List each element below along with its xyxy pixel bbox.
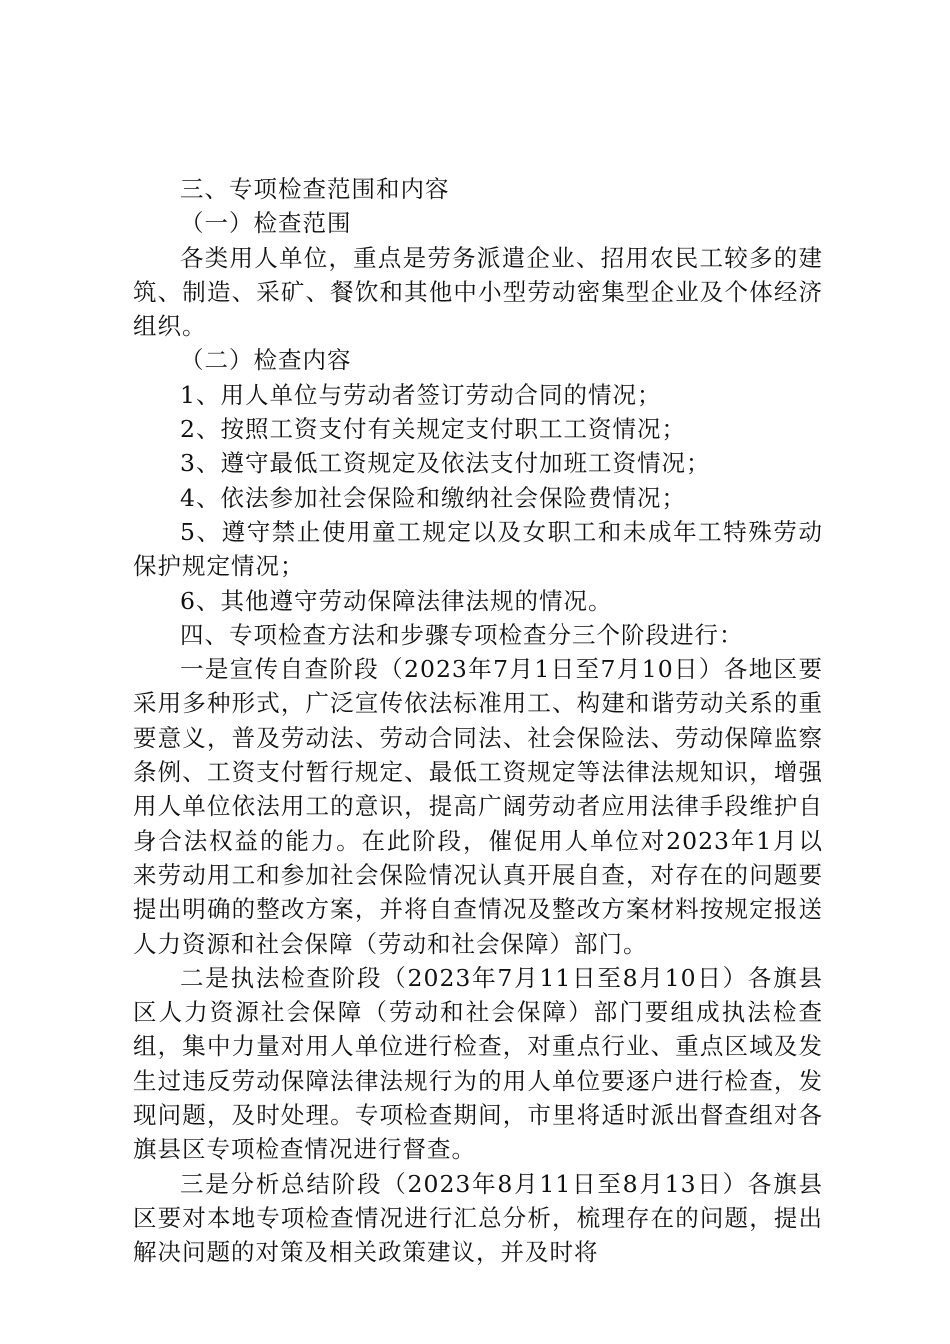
list-item: 5、遵守禁止使用童工规定以及女职工和未成年工特殊劳动保护规定情况；	[133, 517, 823, 581]
subsection-1-heading: （一）检查范围	[180, 209, 352, 238]
list-item: 2、按照工资支付有关规定支付职工工资情况；	[180, 415, 686, 444]
phase-2-paragraph: 二是执法检查阶段（2023年7月11日至8月10日）各旗县区人力资源社会保障（劳动和社会保障）部门要组成执法检查组，集中力量对用人单位进行检查，对重点行业、重点区域及发生过违反劳动保障法律法规行为的用人单位要逐户进行检查，发现问题，及时处理。专项检查期间，市里将适时派出督查组对各旗县区专项检查情况进行督查。	[133, 963, 823, 1164]
scope-paragraph: 各类用人单位，重点是劳务派遣企业、招用农民工较多的建筑、制造、采矿、餐饮和其他中小型劳动密集型企业及个体经济组织。	[133, 243, 823, 341]
subsection-2-heading: （二）检查内容	[180, 346, 352, 375]
section-3-heading: 三、专项检查范围和内容	[180, 175, 450, 203]
document-body	[133, 172, 823, 1270]
list-item: 4、依法参加社会保险和缴纳社会保险费情况；	[180, 483, 686, 512]
phase-1-paragraph: 一是宣传自查阶段（2023年7月1日至7月10日）各地区要采用多种形式，广泛宣传依法标准用工、构建和谐劳动关系的重要意义，普及劳动法、劳动合同法、社会保险法、劳动保障监察条例、工资支付暂行规定、最低工资规定等法律法规知识，增强用人单位依法用工的意识，提高广阔劳动者应用法律手段维护自身合法权益的能力。在此阶段，催促用人单位对2023年1月以来劳动用工和参加社会保险情况认真开展自查，对存在的问题要提出明确的整改方案，并将自查情况及整改方案材料按规定报送人力资源和社会保障（劳动和社会保障）部门。	[133, 655, 823, 958]
list-item: 1、用人单位与劳动者签订劳动合同的情况；	[180, 380, 662, 409]
list-item: 3、遵守最低工资规定及依法支付加班工资情况；	[180, 449, 711, 478]
phase-3-paragraph: 三是分析总结阶段（2023年8月11日至8月13日）各旗县区要对本地专项检查情况进行汇总分析，梳理存在的问题，提出解决问题的对策及相关政策建议，并及时将	[133, 1169, 823, 1267]
list-item: 6、其他遵守劳动保障法律法规的情况。	[180, 586, 613, 615]
section-4-heading: 四、专项检查方法和步骤专项检查分三个阶段进行：	[180, 620, 744, 649]
